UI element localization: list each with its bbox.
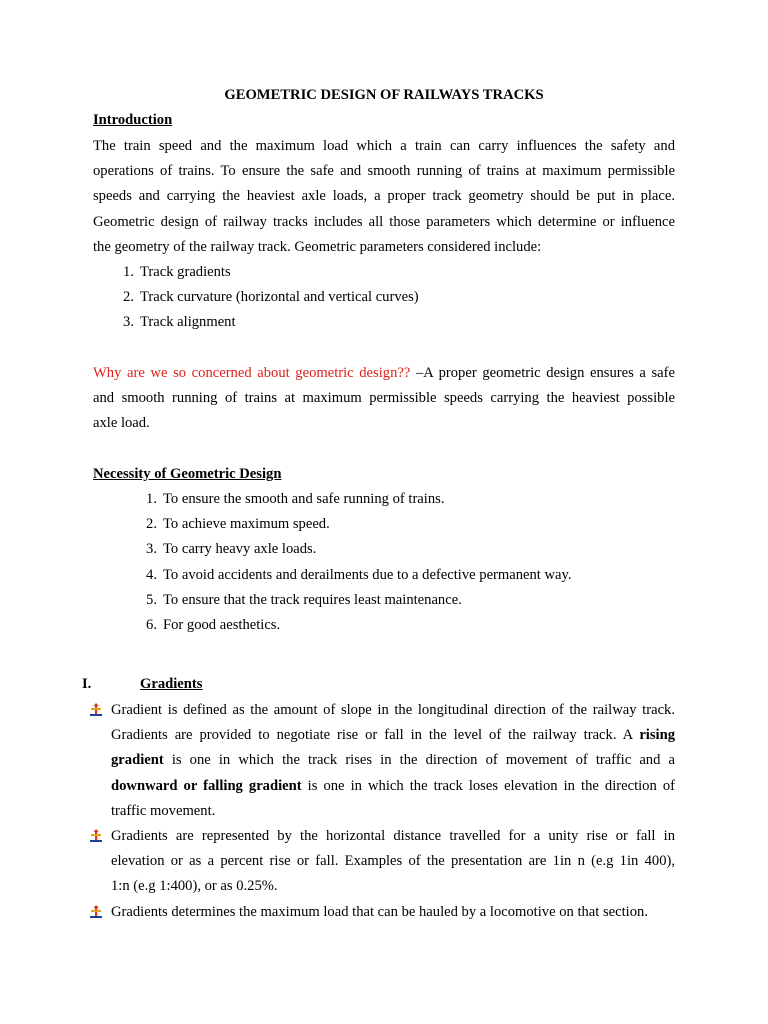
bullet-item bbox=[111, 824, 675, 900]
bullet-line: Gradients determines the maximum load that can be hauled by a locomotive on that section. bbox=[111, 904, 648, 920]
intro-line: the geometry of the railway track. Geometric parameters considered include: bbox=[93, 238, 542, 255]
arrow-cross-bullet-icon bbox=[89, 905, 103, 919]
list-item: 2. Track curvature (horizontal and vertical curves) bbox=[123, 289, 419, 306]
bullet-line: downward or falling gradient is one in which the track loses elevation in the direction of bbox=[111, 777, 675, 794]
why-paragraph bbox=[93, 361, 675, 437]
list-item: 3. To carry heavy axle loads. bbox=[146, 541, 317, 558]
why-line: and smooth running of trains at maximum permissible speeds carrying the heaviest possible bbox=[93, 390, 675, 407]
intro-line: The train speed and the maximum load which a train can carry influences the safety and bbox=[93, 138, 675, 154]
list-item: 5. To ensure that the track requires least maintenance. bbox=[146, 591, 462, 608]
list-item: 4. To avoid accidents and derailments due to a defective permanent way. bbox=[146, 566, 572, 583]
arrow-cross-bullet-icon bbox=[89, 829, 103, 843]
bullet-item bbox=[111, 900, 675, 925]
introduction-paragraph bbox=[93, 134, 675, 260]
section-number: I. bbox=[82, 676, 92, 692]
necessity-list bbox=[146, 487, 572, 638]
list-item: 6. For good aesthetics. bbox=[146, 617, 281, 634]
list-item: 1. Track gradients bbox=[123, 264, 231, 280]
bullet-line: Gradients are represented by the horizontal distance travelled for a unity rise or fall in bbox=[111, 828, 675, 844]
arrow-cross-bullet-icon bbox=[89, 703, 103, 717]
bullet-item bbox=[111, 698, 675, 824]
why-question: Why are we so concerned about geometric design?? bbox=[93, 365, 411, 381]
geometric-parameters-list bbox=[123, 260, 419, 336]
list-item: 3. Track alignment bbox=[123, 314, 236, 331]
bullet-line: elevation or as a percent rise or fall. Examples of the presentation are 1in n (e.g 1in 400), bbox=[111, 853, 675, 870]
bullet-line: gradient is one in which the track rises in the direction of movement of traffic and a bbox=[111, 752, 675, 769]
bullet-line: 1:n (e.g 1:400), or as 0.25%. bbox=[111, 878, 278, 895]
list-item: 2. To achieve maximum speed. bbox=[146, 516, 330, 533]
why-line: Why are we so concerned about geometric design?? –A proper geometric design ensures a safe bbox=[93, 365, 675, 381]
intro-line: Geometric design of railway tracks includes all those parameters which determine or influence bbox=[93, 213, 675, 230]
bullet-line: Gradients are provided to negotiate rise or fall in the level of the railway track. A rising bbox=[111, 727, 675, 744]
section-heading: Gradients bbox=[140, 676, 203, 692]
intro-line: operations of trains. To ensure the safe and smooth running of trains at maximum permissible bbox=[93, 163, 675, 180]
bullet-line: Gradient is defined as the amount of slope in the longitudinal direction of the railway track. bbox=[111, 702, 675, 718]
why-line: axle load. bbox=[93, 415, 150, 432]
document-title: GEOMETRIC DESIGN OF RAILWAYS TRACKS bbox=[224, 87, 544, 103]
list-item: 1. To ensure the smooth and safe running of trains. bbox=[146, 491, 445, 507]
bullet-line: traffic movement. bbox=[111, 802, 216, 819]
intro-line: speeds and carrying the heaviest axle loads, a proper track geometry should be put in place. bbox=[93, 188, 675, 205]
introduction-heading: Introduction bbox=[93, 112, 173, 128]
necessity-heading: Necessity of Geometric Design bbox=[93, 466, 282, 482]
